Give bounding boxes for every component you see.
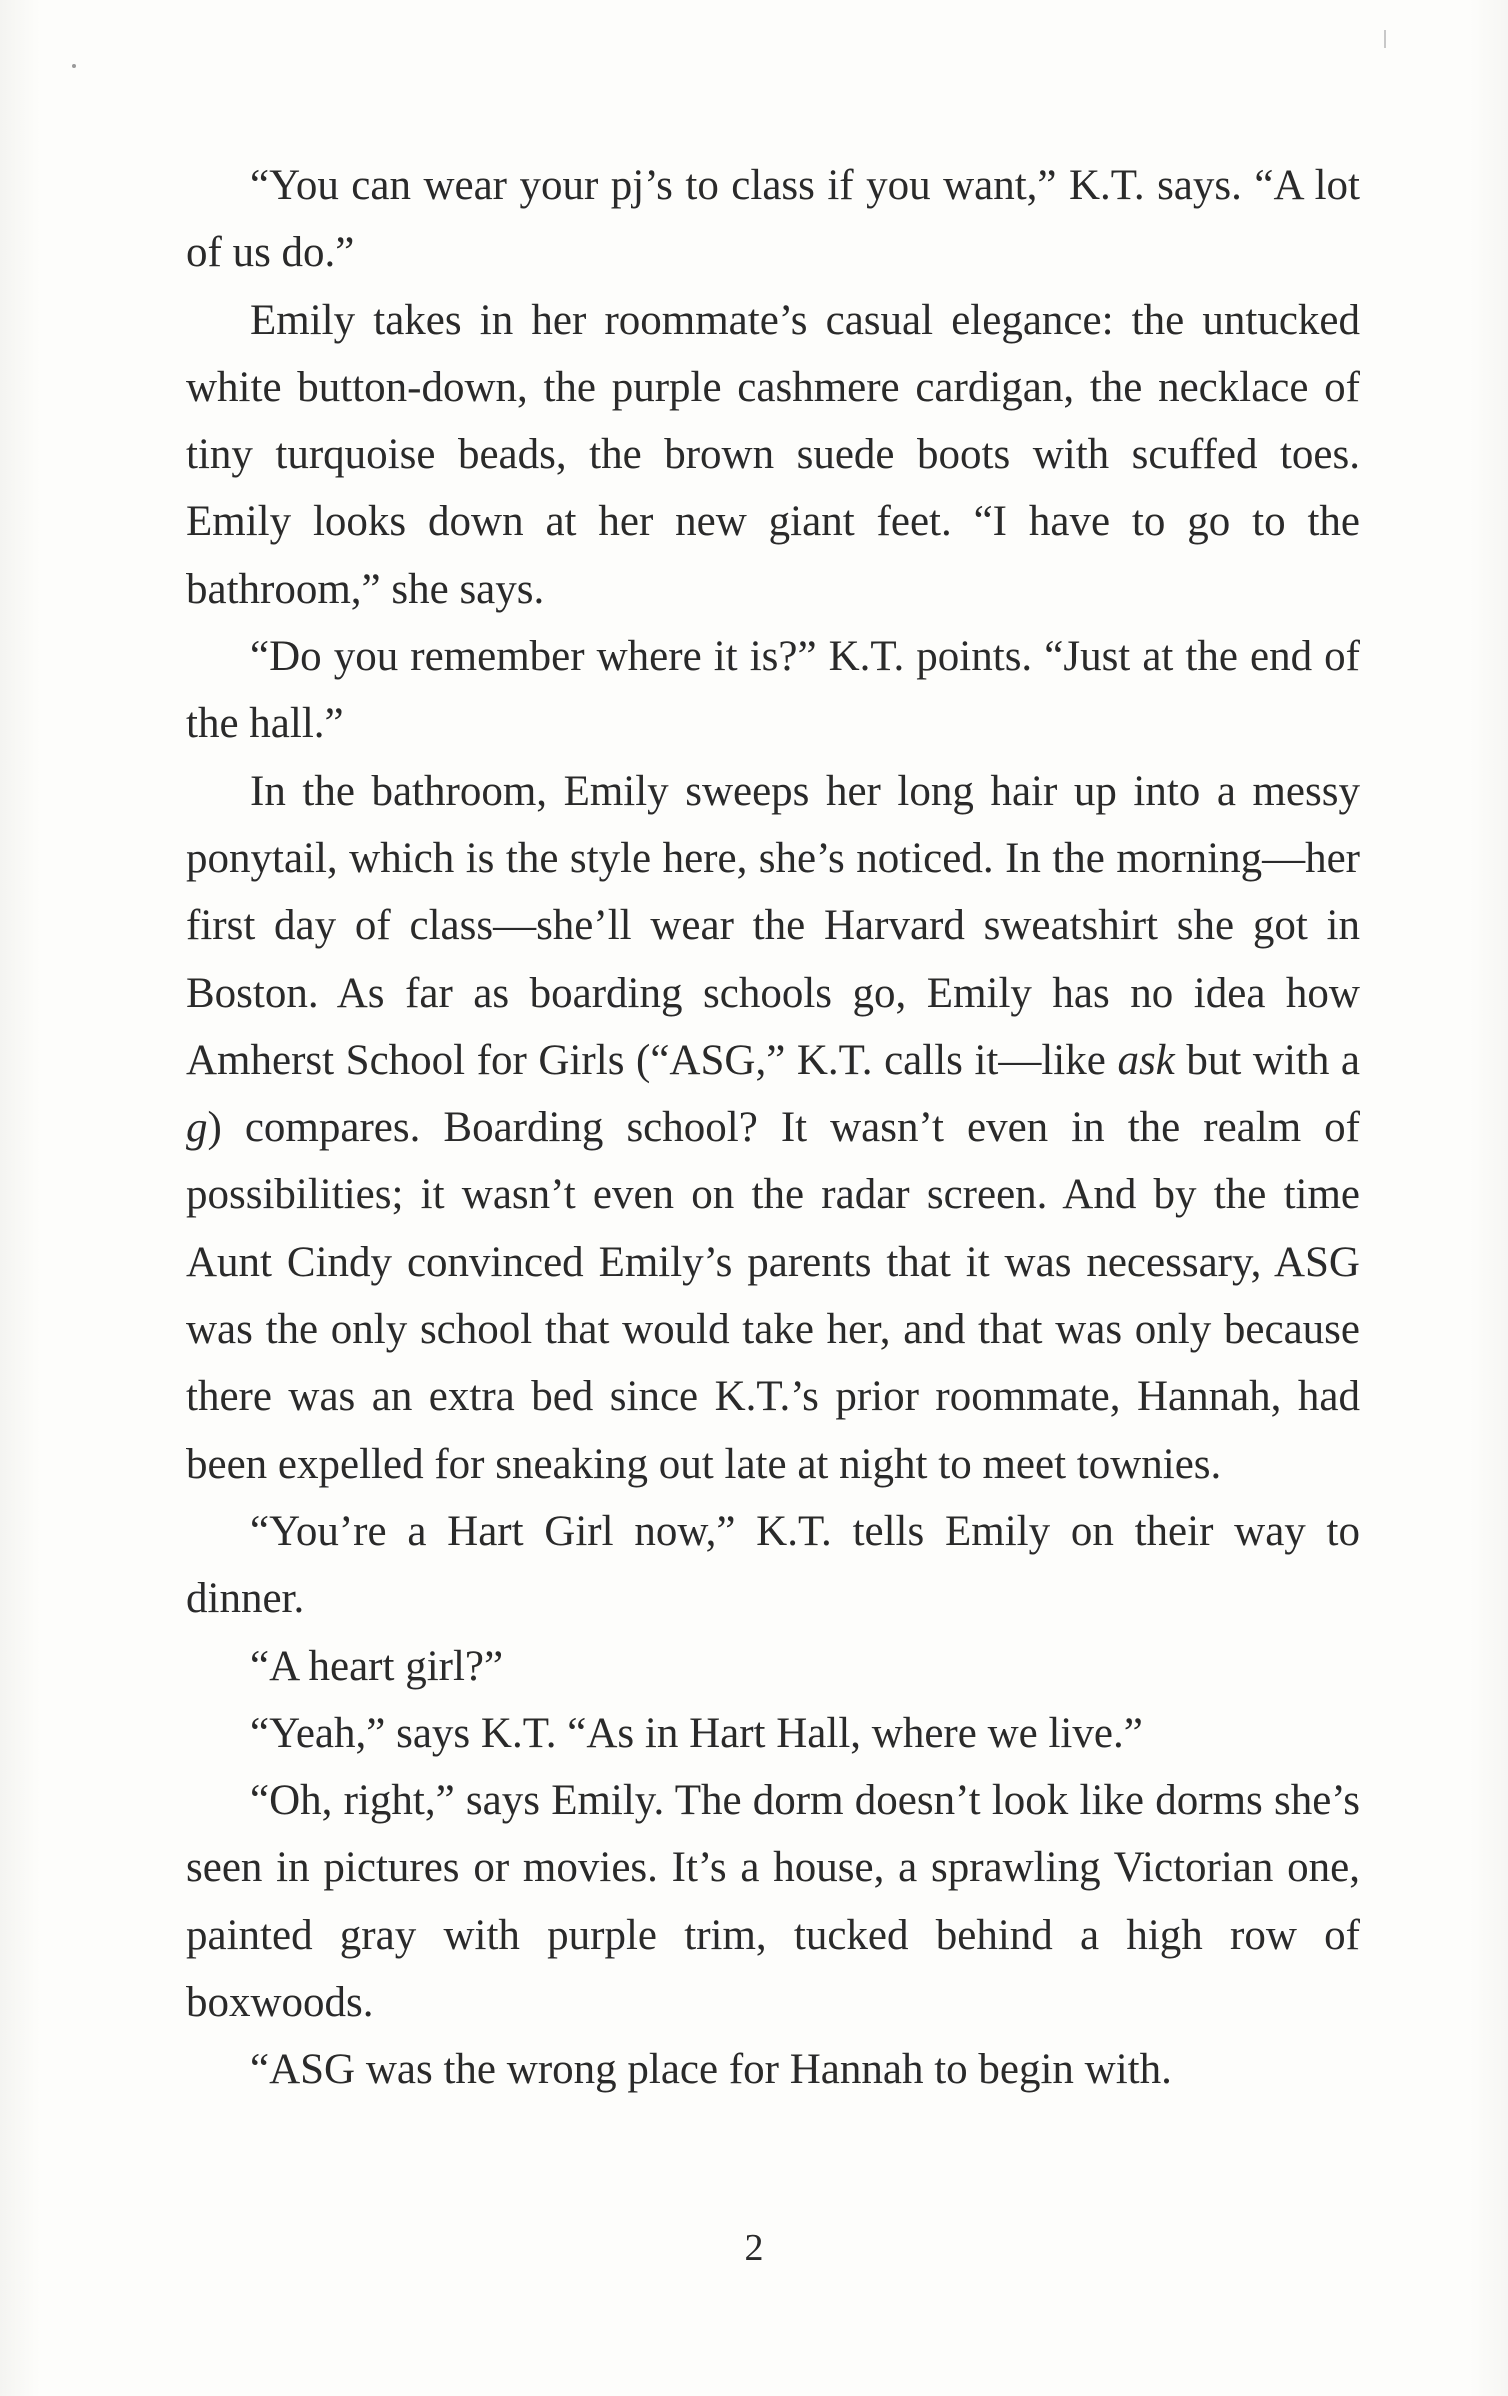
page-speck — [72, 64, 76, 68]
paragraph-4: In the bathroom, Emily sweeps her long hair up into a messy ponytail, which is the style here, she’s noticed. In the morning—her first day of class—she’ll wear the Harvard sweatshirt she got in Boston. As far as boarding schools go, Emily has no idea how Amherst School for Girls (“ASG,” K.T. calls it—like ask but with a g) compares. Boarding school? It wasn’t even in the realm of possibilities; it wasn’t even on the radar screen. And by the time Aunt Cindy convinced Emily’s parents that it was necessary, ASG was the only school that would take her, and that was only because there was an extra bed since K.T.’s prior roommate, Hannah, had been expelled for sneaking out late at night to meet townies. — [186, 767, 1361, 1488]
paragraph-6: “A heart girl?” — [250, 1642, 504, 1690]
paragraph-5: “You’re a Hart Girl now,” K.T. tells Emily on their way to dinner. — [186, 1507, 1360, 1623]
paragraph-9: “ASG was the wrong place for Hannah to begin with. — [250, 2046, 1172, 2094]
paragraph-1: “You can wear your pj’s to class if you want,” K.T. says. “A lot of us do.” — [186, 162, 1360, 277]
paragraph-2: Emily takes in her roommate’s casual elegance: the untucked white button-down, the purple cashmere cardigan, the necklace of tiny turquoise beads, the brown suede boots with scuffed toes. Emily looks down at her new giant feet. “I have to go to the bathroom,” she says. — [186, 296, 1360, 613]
paragraph-3: “Do you remember where it is?” K.T. points. “Just at the end of the hall.” — [186, 633, 1360, 748]
paragraph-7: “Yeah,” says K.T. “As in Hart Hall, where we live.” — [250, 1709, 1143, 1757]
body-text — [186, 152, 1360, 2104]
paragraph-8: “Oh, right,” says Emily. The dorm doesn’t look like dorms she’s seen in pictures or movies. It’s a house, a sprawling Victorian one, painted gray with purple trim, tucked behind a high row of boxwoods. — [186, 1777, 1360, 2027]
page-number: 2 — [744, 2227, 764, 2269]
margin-mark — [1384, 30, 1386, 48]
